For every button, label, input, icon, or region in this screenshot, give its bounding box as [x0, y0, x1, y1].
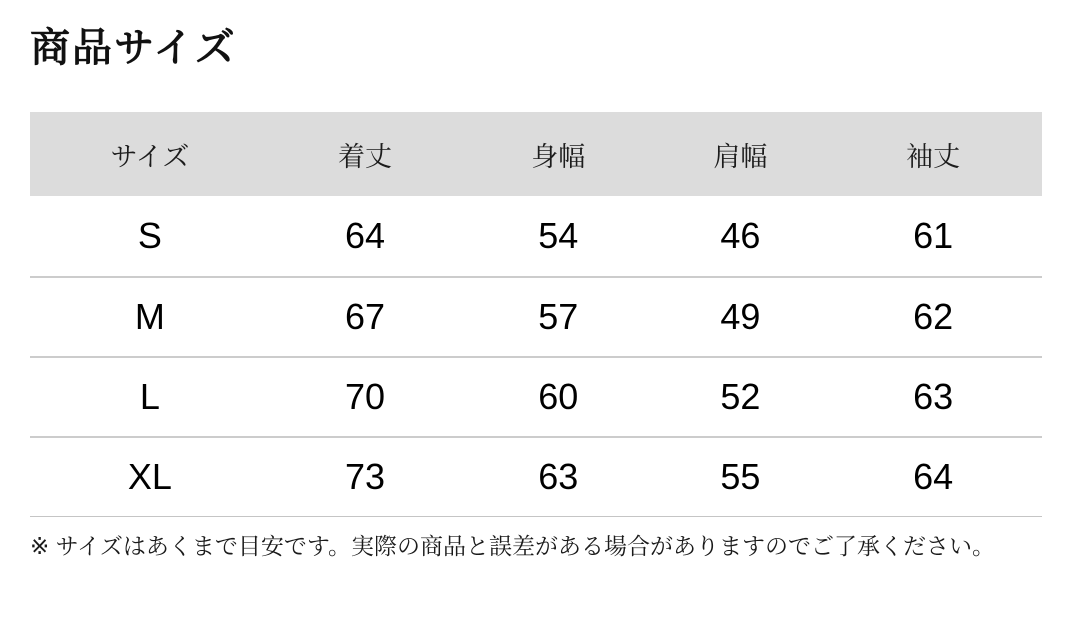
cell-body-width: 63 — [538, 456, 579, 497]
cell-shoulder-width: 49 — [720, 296, 761, 337]
column-header-shoulder-width: 肩幅 — [713, 141, 768, 172]
cell-shoulder-width: 55 — [720, 456, 761, 497]
table-row-s — [30, 196, 1042, 276]
size-disclaimer-note: ※ サイズはあくまで目安です。実際の商品と誤差がある場合がありますのでご了承ください。 — [30, 516, 1042, 562]
size-table-header-row — [30, 112, 1042, 196]
page-title: 商品サイズ — [30, 26, 237, 70]
size-label: L — [139, 376, 160, 417]
size-label: S — [137, 215, 162, 256]
cell-sleeve-length: 62 — [913, 296, 954, 337]
cell-sleeve-length: 63 — [913, 376, 954, 417]
cell-body-width: 54 — [538, 215, 579, 256]
column-header-body-width: 身幅 — [531, 141, 586, 172]
column-header-size: サイズ — [110, 141, 190, 172]
size-label: M — [134, 296, 165, 337]
column-header-sleeve-length: 袖丈 — [906, 141, 961, 172]
size-label: XL — [127, 456, 172, 497]
cell-body-length: 73 — [344, 456, 385, 497]
size-table — [30, 112, 1042, 516]
cell-body-width: 60 — [538, 376, 579, 417]
cell-shoulder-width: 46 — [720, 215, 761, 256]
table-row-l — [30, 356, 1042, 436]
cell-body-length: 64 — [344, 215, 385, 256]
cell-sleeve-length: 64 — [913, 456, 954, 497]
cell-body-length: 70 — [344, 376, 385, 417]
table-row-m — [30, 276, 1042, 356]
cell-body-width: 57 — [538, 296, 579, 337]
cell-shoulder-width: 52 — [720, 376, 761, 417]
cell-sleeve-length: 61 — [913, 215, 954, 256]
column-header-body-length: 着丈 — [337, 141, 392, 172]
table-row-xl — [30, 436, 1042, 516]
cell-body-length: 67 — [344, 296, 385, 337]
